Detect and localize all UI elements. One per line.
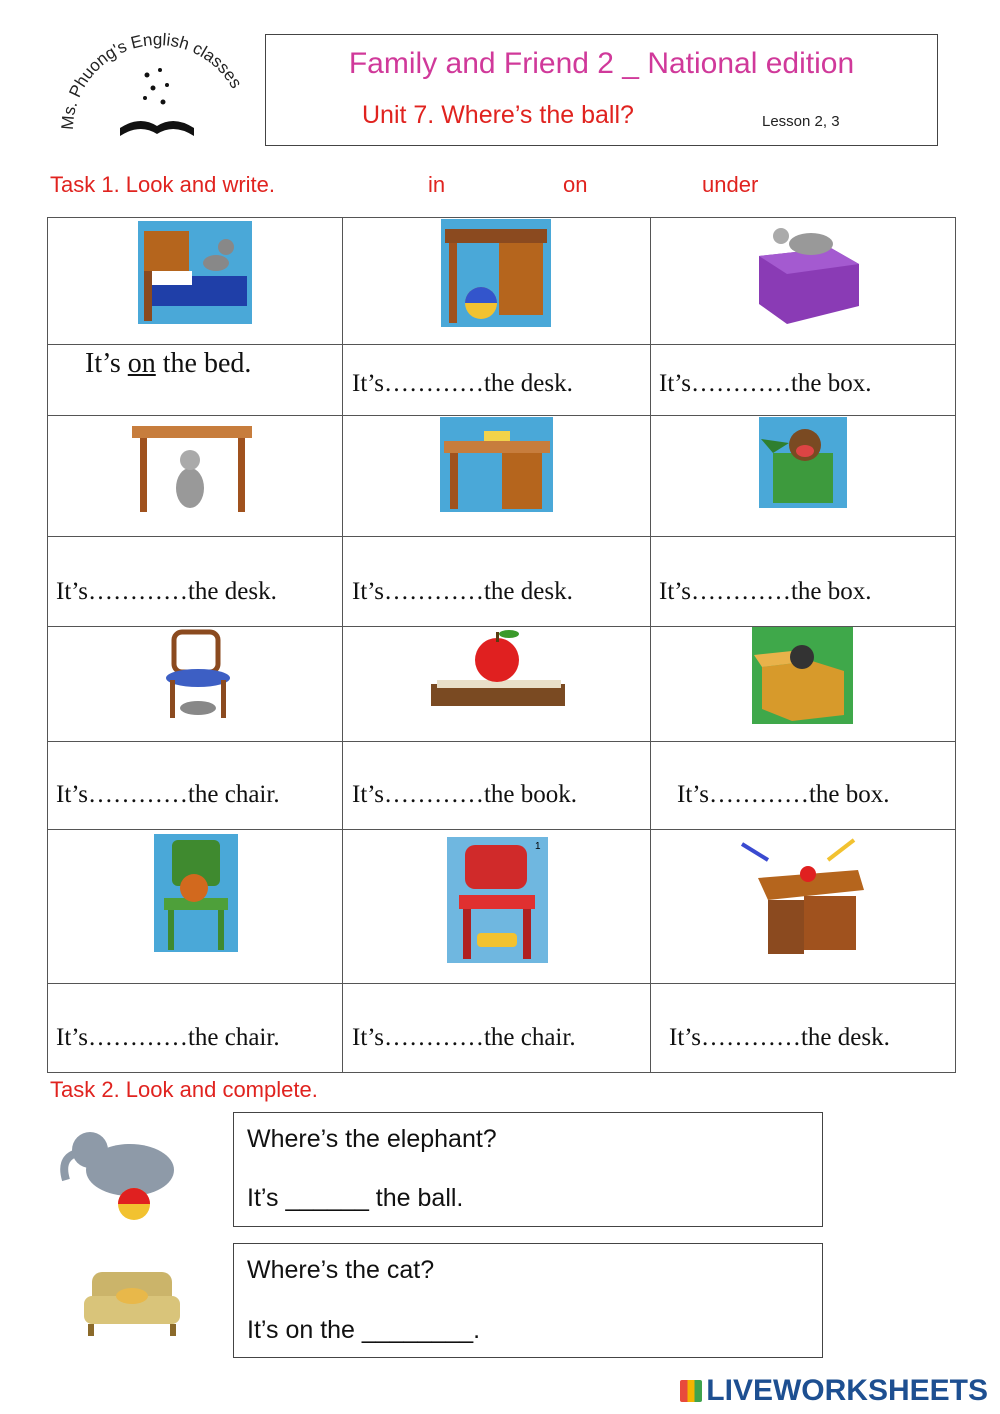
apple-on-desk-picture xyxy=(738,834,868,965)
sentence-chair-3[interactable]: It’s…………the chair. xyxy=(352,1024,576,1051)
word-option-under: under xyxy=(702,172,759,197)
car-under-chair-picture xyxy=(447,837,548,968)
sentence-box-1[interactable]: It’s…………the box. xyxy=(659,370,872,397)
book-on-desk-picture xyxy=(440,417,553,517)
sentence-chair-2[interactable]: It’s…………the chair. xyxy=(56,1024,280,1051)
question-box-cat xyxy=(233,1243,823,1358)
task2-instruction: Task 2. Look and complete. xyxy=(50,1077,318,1102)
task1-table xyxy=(47,217,956,1073)
sentence-chair-1[interactable]: It’s…………the chair. xyxy=(56,781,280,808)
ball-on-chair-picture xyxy=(154,834,238,957)
example-sentence: It’s on the bed. xyxy=(85,348,252,379)
sentence-box-3[interactable]: It’s…………the box. xyxy=(677,781,890,808)
logo-text: Ms. Phuong's English classes xyxy=(57,30,246,131)
picture-badge: 1 xyxy=(535,841,541,852)
answer-elephant[interactable]: It’s ______ the ball. xyxy=(247,1184,464,1212)
apple-on-book-picture xyxy=(425,626,569,717)
svg-text:Ms. Phuong's English classes xyxy=(58,30,246,130)
word-option-on: on xyxy=(563,172,588,197)
sentence-desk-2[interactable]: It’s…………the desk. xyxy=(56,578,277,605)
unit-title: Unit 7. Where’s the ball? xyxy=(362,101,634,129)
mouse-on-box-picture xyxy=(753,218,865,333)
liveworksheets-icon xyxy=(680,1380,702,1402)
ball-under-desk-picture xyxy=(441,219,551,332)
question-box-elephant xyxy=(233,1112,823,1227)
word-option-in: in xyxy=(428,172,446,197)
sentence-desk-1[interactable]: It’s…………the desk. xyxy=(352,370,573,397)
sentence-book-1[interactable]: It’s…………the book. xyxy=(352,781,577,808)
mouse-under-table-picture xyxy=(128,418,258,520)
lesson-label: Lesson 2, 3 xyxy=(762,113,840,130)
school-logo xyxy=(55,30,255,140)
task1-instruction: Task 1. Look and write. xyxy=(50,172,276,197)
sentence-desk-4[interactable]: It’s…………the desk. xyxy=(669,1024,890,1051)
sentence-desk-3[interactable]: It’s…………the desk. xyxy=(352,578,573,605)
cat-on-bed-picture xyxy=(138,221,252,329)
question-cat: Where’s the cat? xyxy=(247,1256,435,1284)
cat-under-chair-picture xyxy=(162,628,234,725)
spider-in-box-picture xyxy=(752,627,853,729)
answer-cat[interactable]: It’s on the ________. xyxy=(247,1316,481,1344)
worksheet-title: Family and Friend 2 _ National edition xyxy=(348,47,855,80)
question-elephant: Where’s the elephant? xyxy=(247,1125,497,1153)
monkey-in-box-picture xyxy=(759,417,847,513)
title-box xyxy=(265,34,938,146)
sentence-box-2[interactable]: It’s…………the box. xyxy=(659,578,872,605)
elephant-on-ball-picture xyxy=(60,1120,190,1227)
example-answer: on xyxy=(127,348,156,379)
cat-on-sofa-picture xyxy=(80,1264,184,1345)
liveworksheets-logo: LIVEWORKSHEETS xyxy=(680,1374,988,1408)
